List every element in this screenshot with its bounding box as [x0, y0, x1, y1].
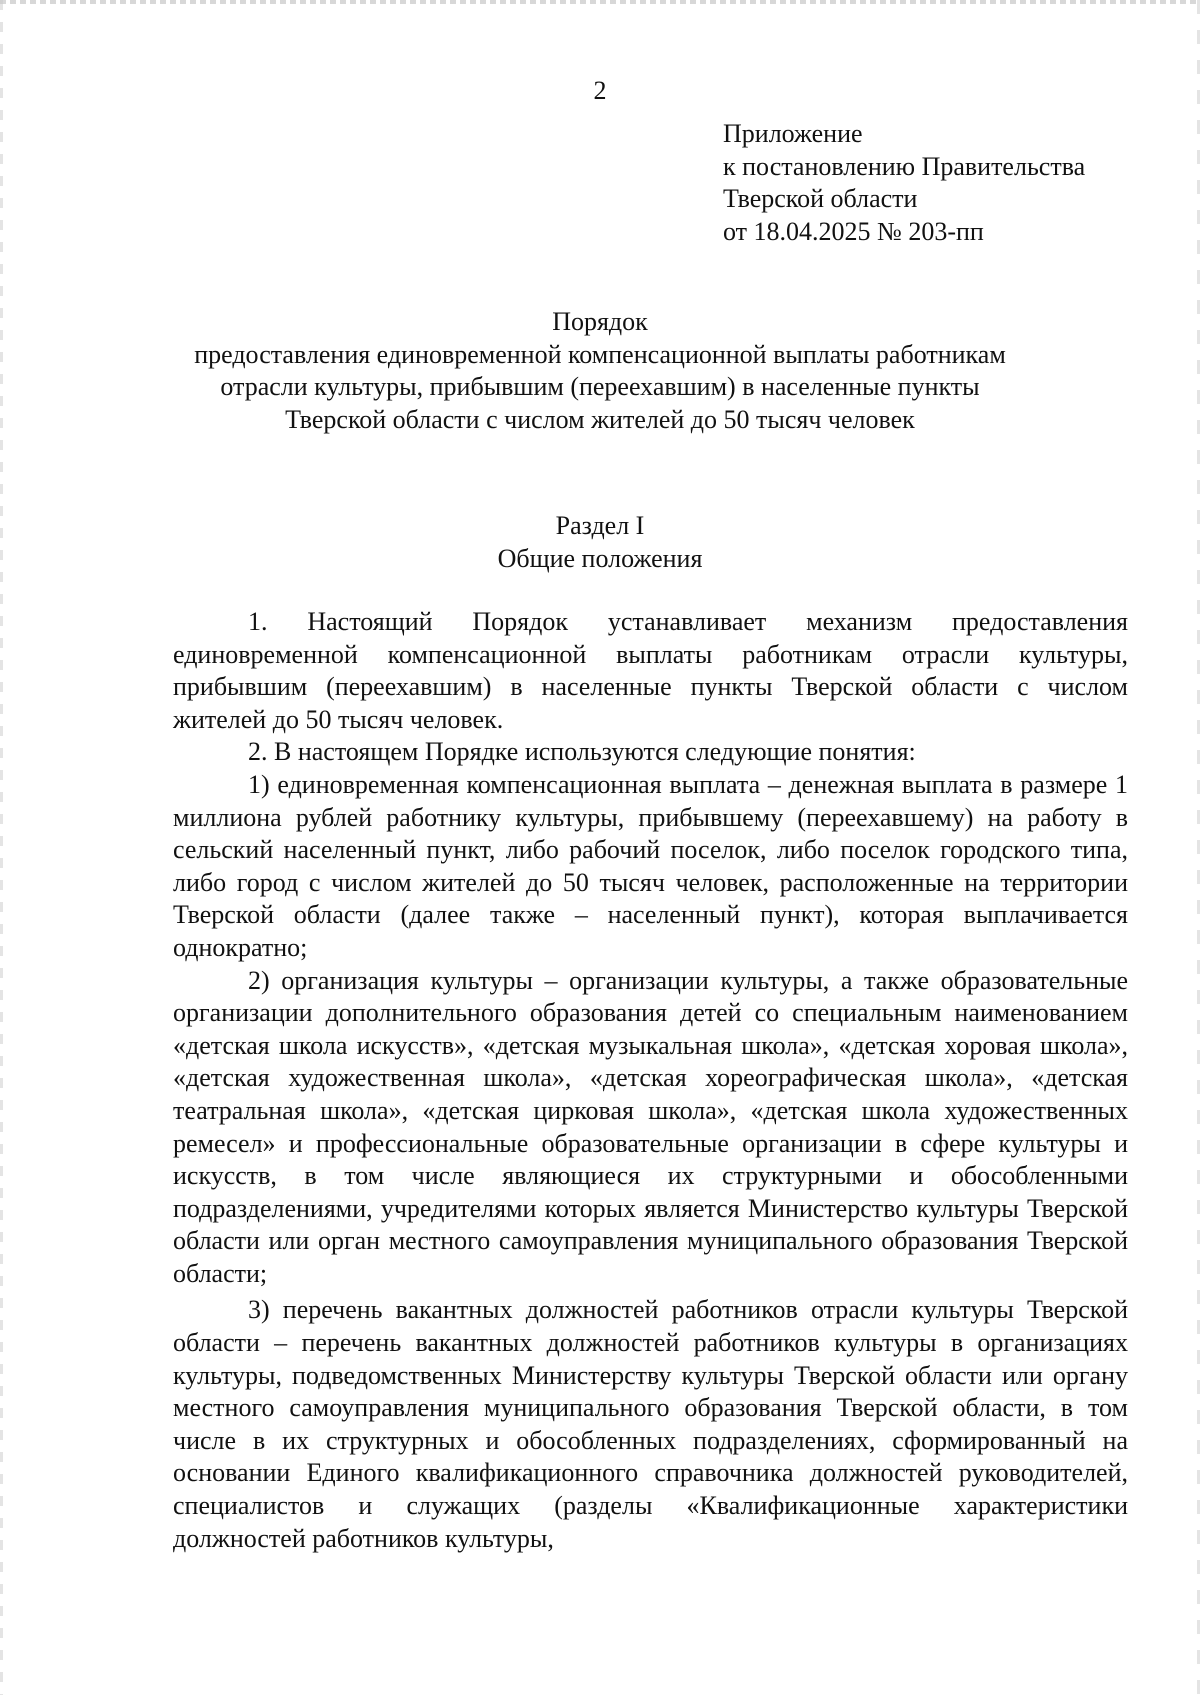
appendix-line: Тверской области — [723, 184, 918, 213]
paragraph: 1. Настоящий Порядок устанавливает механизм предоставления единовременной компенсационной выплаты работникам отрасли культуры, прибывшим (переехавшим) в населенные пункты Тверской области с числом жителей до 50 тысяч человек. — [173, 607, 1128, 734]
appendix-line: к постановлению Правительства — [723, 151, 1086, 181]
section-name: Общие положения — [497, 544, 703, 573]
document-title — [150, 306, 1050, 436]
paragraph: 2. В настоящем Порядке используются следующие понятия: — [248, 737, 916, 767]
title-line: предоставления единовременной компенсационной выплаты работникам — [194, 339, 1006, 369]
paragraph: 2) организация культуры – организации культуры, а также образовательные организации дополнительного образования детей со специальным наименованием «детская школа искусств», «детская музыкальная школа», «детская хоровая школа», «детская художественная школа», «детская хореографическая школа», «детская театральная школа», «детская цирковая школа», «детская школа художественных ремесел» и профессиональные образовательные организации в сфере культуры и искусств, в том числе являющиеся их структурными и обособленными подразделениями, учредителями которых является Министерство культуры Тверской области или орган местного самоуправления муниципального образования Тверской области; — [173, 965, 1128, 1288]
appendix-date-number: от 18.04.2025 № 203-пп — [723, 216, 984, 246]
title-line: Тверской области с числом жителей до 50 тысяч человек — [285, 404, 915, 434]
title-line: отрасли культуры, прибывшим (переехавшим) в населенные пункты — [220, 372, 980, 401]
appendix-block — [723, 118, 1085, 248]
title-line: Порядок — [552, 307, 648, 336]
section-heading — [150, 509, 1050, 575]
paragraph: 3) перечень вакантных должностей работников отрасли культуры Тверской области – перечень вакантных должностей работников культуры в организациях культуры, подведомственных Министерству культуры Тверской области или органу местного самоуправления муниципального образования Тверской области, в том числе в их структурных и обособленных подразделениях, сформированный на основании Единого квалификационного справочника должностей руководителей, специалистов и служащих (разделы «Квалификационные характеристики должностей работников культуры, — [173, 1295, 1128, 1553]
paragraph: 1) единовременная компенсационная выплата – денежная выплата в размере 1 миллиона рублей работнику культуры, прибывшему (переехавшему) на работу в сельский населенный пункт, либо рабочий поселок, либо поселок городского типа, либо город с числом жителей до 50 тысяч человек, расположенные на территории Тверской области (далее также – населенный пункт), которая выплачивается однократно; — [173, 769, 1128, 962]
appendix-line: Приложение — [723, 119, 863, 148]
body-text — [173, 606, 1128, 1555]
scan-edge-top — [0, 0, 1200, 4]
page-number: 2 — [593, 76, 607, 105]
scan-edge-left — [0, 0, 3, 1695]
section-number: Раздел I — [555, 511, 645, 540]
